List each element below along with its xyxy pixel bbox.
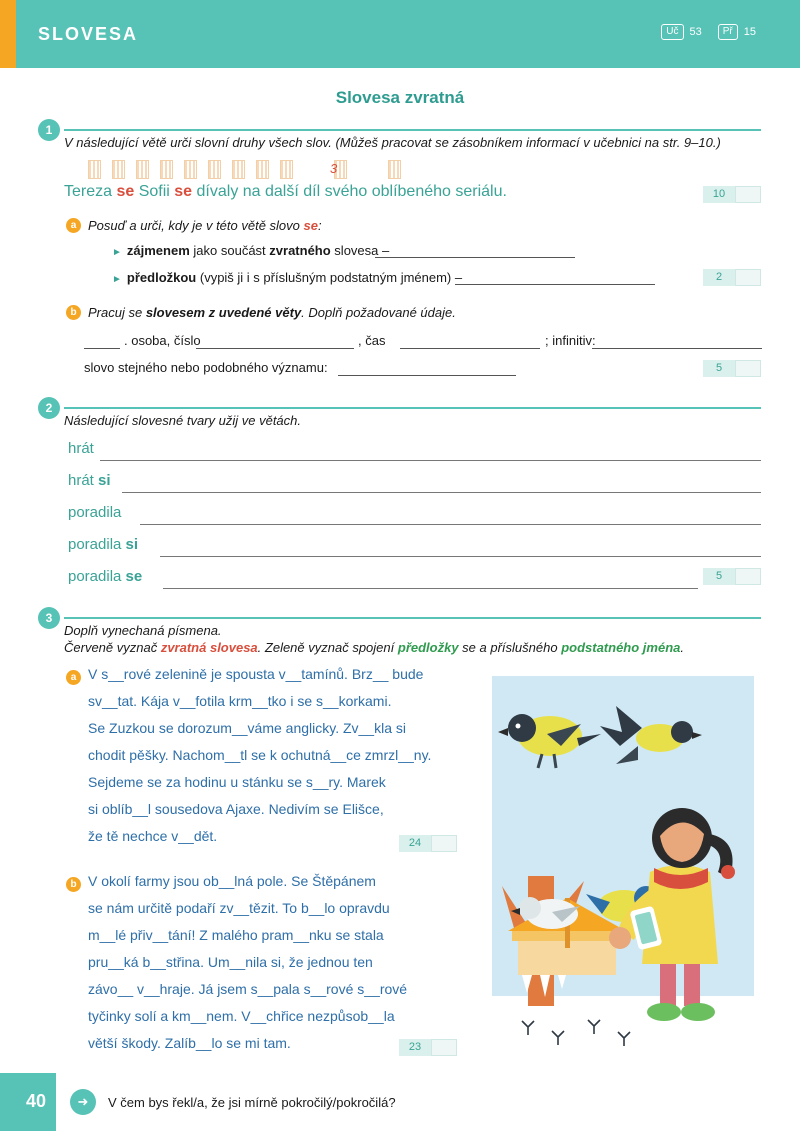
- header-references: [661, 24, 766, 40]
- arrow-right-icon: ➜: [70, 1089, 96, 1115]
- ex3-instr-p3: se a příslušného: [458, 640, 562, 655]
- exercise-1-sentence: [64, 183, 507, 201]
- score-entry-box[interactable]: [431, 1039, 457, 1056]
- header-accent-bar: [0, 0, 16, 68]
- filled-word-class-number: 3: [330, 161, 338, 176]
- ex1a-instruction-prefix: Posuď a urči, kdy je v této větě slovo: [88, 218, 304, 233]
- score-value: 2: [703, 269, 735, 286]
- ex3-instr-p2: . Zeleně vyznač spojení: [257, 640, 398, 655]
- ex3b-line-1[interactable]: V okolí farmy jsou ob__lná pole. Se Štěpánem: [88, 873, 376, 889]
- ex1a-instruction-suffix: :: [317, 218, 322, 233]
- score-entry-box[interactable]: [431, 835, 457, 852]
- score-exercise-3a[interactable]: [399, 835, 457, 852]
- exercise-3b-text[interactable]: [88, 868, 488, 1057]
- verb-form-3: [68, 504, 121, 521]
- exercise-3-number: 3: [38, 607, 60, 629]
- exercise-3-rule: [64, 617, 761, 619]
- score-entry-box[interactable]: [735, 568, 761, 585]
- ex1b-label-person: . osoba, číslo: [124, 333, 201, 348]
- verb-form-word: poradila: [68, 536, 122, 553]
- verb-form-particle: si: [98, 472, 111, 489]
- answer-field-2-5[interactable]: [163, 588, 698, 589]
- exercise-1a-item-2: [112, 270, 462, 285]
- illustration-svg: [492, 676, 754, 1046]
- word-class-tick-row[interactable]: [88, 160, 401, 179]
- score-exercise-1b[interactable]: [703, 360, 761, 377]
- ex3-instr-red: zvratná slovesa: [160, 640, 258, 655]
- page-header: [0, 0, 800, 68]
- ex3a-line-6[interactable]: si oblíb__l sousedova Ajaxe. Nedivím se Elišce,: [88, 801, 384, 817]
- tick-box[interactable]: [208, 160, 221, 179]
- ex1a-item1-rest: slovesa –: [330, 243, 390, 258]
- ex3b-line-6[interactable]: tyčinky solí a km__nem. V__chřice nezpůsob__la: [88, 1008, 395, 1024]
- arrow-icon: ►: [112, 274, 122, 285]
- tick-box[interactable]: [184, 160, 197, 179]
- answer-field-2-1[interactable]: [100, 460, 761, 461]
- tick-box[interactable]: [136, 160, 149, 179]
- exercise-1a-item-1: [112, 243, 389, 258]
- exercise-2-rule: [64, 407, 761, 409]
- ex1a-item1-bold1: zájmenem: [126, 243, 190, 258]
- ex1b-instruction-bold: slovesem z uvedené věty: [145, 305, 302, 320]
- ex3-instr-green1: předložky: [397, 640, 459, 655]
- answer-field-1b-tense[interactable]: [400, 348, 540, 349]
- ex1b-instruction-suffix: . Doplň požadované údaje.: [301, 305, 456, 320]
- ex1b-label-synonym: slovo stejného nebo podobného významu:: [84, 360, 328, 375]
- page-footer: [0, 1073, 800, 1131]
- ex1a-item1-bold2: zvratného: [269, 243, 331, 258]
- verb-form-word: poradila: [68, 568, 122, 585]
- exercise-3a-badge: a: [66, 670, 81, 685]
- footer-question: V čem bys řekl/a, že jsi mírně pokročilý/pokročilá?: [108, 1095, 396, 1110]
- exercise-1-number: 1: [38, 119, 60, 141]
- arrow-icon: ►: [112, 247, 122, 258]
- tick-box[interactable]: [232, 160, 245, 179]
- reference-value-uc: 53: [689, 26, 702, 38]
- ex3b-line-7[interactable]: větší škody. Zalíb__lo se mi tam.: [88, 1035, 291, 1051]
- page-title: SLOVESA: [38, 24, 139, 44]
- exercise-1a-badge: a: [66, 218, 81, 233]
- answer-field-2-3[interactable]: [140, 524, 761, 525]
- illustration-birds-and-girl: [492, 676, 754, 1046]
- ex1b-label-tense: , čas: [358, 333, 386, 348]
- verb-form-1: [68, 440, 94, 457]
- score-value: 24: [399, 835, 431, 852]
- verb-form-word: hrát: [68, 472, 94, 489]
- ex3b-line-2[interactable]: se nám určitě podaří zv__tězit. To b__lo opravdu: [88, 900, 390, 916]
- reference-value-pr: 15: [743, 26, 756, 38]
- reference-label-pr: Př: [718, 24, 738, 40]
- sentence-part-1: Tereza: [64, 183, 117, 200]
- score-entry-box[interactable]: [735, 360, 761, 377]
- score-value: 5: [703, 568, 735, 585]
- ex1a-instruction-word: se: [303, 218, 318, 233]
- ex3b-line-3[interactable]: m__lé přiv__tání! Z malého pram__nku se stala: [88, 927, 384, 943]
- verb-form-word: poradila: [68, 504, 122, 521]
- ex3-instr-p4: .: [680, 640, 684, 655]
- ex1b-instruction-prefix: Pracuj se: [88, 305, 146, 320]
- page-number: 40: [25, 1091, 47, 1111]
- answer-field-2-4[interactable]: [160, 556, 761, 557]
- verb-form-2: [68, 472, 111, 489]
- ex3a-line-5[interactable]: Sejdeme se za hodinu u stánku se s__ry. Marek: [88, 774, 386, 790]
- answer-field-2-2[interactable]: [122, 492, 761, 493]
- score-value: 23: [399, 1039, 431, 1056]
- score-exercise-1a[interactable]: [703, 269, 761, 286]
- score-exercise-3b[interactable]: [399, 1039, 457, 1056]
- tick-box[interactable]: [280, 160, 293, 179]
- score-exercise-1-sentence[interactable]: [703, 186, 761, 203]
- ex3a-line-1[interactable]: V s__rové zelenině je spousta v__tamínů. Brz__ bude: [88, 666, 424, 682]
- score-exercise-2[interactable]: [703, 568, 761, 585]
- exercise-1b-badge: b: [66, 305, 81, 320]
- tick-box[interactable]: [88, 160, 101, 179]
- exercise-3-instruction-line2: [64, 640, 684, 655]
- exercise-3b-badge: b: [66, 877, 81, 892]
- exercise-3a-text[interactable]: [88, 661, 488, 850]
- exercise-1-rule: [64, 129, 761, 131]
- exercise-1a-instruction: [88, 218, 322, 233]
- score-entry-box[interactable]: [735, 186, 761, 203]
- answer-field-1b-person[interactable]: [84, 348, 120, 349]
- ex3-instr-p1: Červeně vyznač: [64, 640, 161, 655]
- exercise-2-number: 2: [38, 397, 60, 419]
- exercise-2-instruction: Následující slovesné tvary užij ve větách.: [64, 413, 301, 428]
- ex3a-line-3[interactable]: Se Zuzkou se dorozum__váme anglicky. Zv__kla si: [88, 720, 406, 736]
- answer-field-1b-infinitive[interactable]: [592, 348, 762, 349]
- sentence-part-2: Sofii: [134, 183, 175, 200]
- verb-form-particle: se: [125, 568, 143, 585]
- sentence-part-3: dívaly na další díl svého oblíbeného seriálu.: [192, 183, 507, 200]
- tick-box[interactable]: [160, 160, 173, 179]
- ex3b-line-4[interactable]: pru__ká b__střina. Um__nila si, že jednou ten: [88, 954, 373, 970]
- ex1a-item1-mid: jako součást: [189, 243, 270, 258]
- ex1a-item2-rest: (vypiš ji i s příslušným podstatným jménem) –: [196, 270, 463, 285]
- exercise-3-instruction-line1: Doplň vynechaná písmena.: [64, 623, 222, 638]
- verb-form-word: hrát: [68, 440, 94, 457]
- answer-field-1b-synonym[interactable]: [338, 375, 516, 376]
- exercise-1b-instruction: [88, 305, 456, 320]
- ex3a-line-2[interactable]: sv__tat. Kája v__fotila krm__tko i se s__korkami.: [88, 693, 392, 709]
- reference-label-uc: Uč: [661, 24, 683, 40]
- ex3a-line-7[interactable]: že tě nechce v__dět.: [88, 828, 218, 844]
- sentence-se-2: se: [174, 183, 193, 200]
- ex1a-item2-bold: předložkou: [126, 270, 197, 285]
- score-value: 5: [703, 360, 735, 377]
- verb-form-4: [68, 536, 138, 553]
- exercise-1-instruction: V následující větě urči slovní druhy všech slov. (Můžeš pracovat se zásobníkem informací v učebnici na str. 9–10.): [64, 135, 721, 150]
- score-entry-box[interactable]: [735, 269, 761, 286]
- ex3b-line-5[interactable]: závo__ v__hraje. Já jsem s__pala s__rové s__rové: [88, 981, 408, 997]
- answer-field-1b-number[interactable]: [196, 348, 354, 349]
- verb-form-particle: si: [125, 536, 139, 553]
- verb-form-5: [68, 568, 142, 585]
- tick-box[interactable]: [388, 160, 401, 179]
- answer-field-1a-2[interactable]: [455, 284, 655, 285]
- sentence-se-1: se: [116, 183, 135, 200]
- score-value: 10: [703, 186, 735, 203]
- tick-box[interactable]: [112, 160, 125, 179]
- ex3a-line-4[interactable]: chodit pěšky. Nachom__tl se k ochutná__ce zmrzl__ny.: [88, 747, 432, 763]
- ex3-instr-green2: podstatného jména: [561, 640, 681, 655]
- answer-field-1a-1[interactable]: [375, 257, 575, 258]
- section-title: Slovesa zvratná: [335, 88, 465, 107]
- tick-box[interactable]: [256, 160, 269, 179]
- ex1b-label-infinitive: ; infinitiv:: [545, 333, 596, 348]
